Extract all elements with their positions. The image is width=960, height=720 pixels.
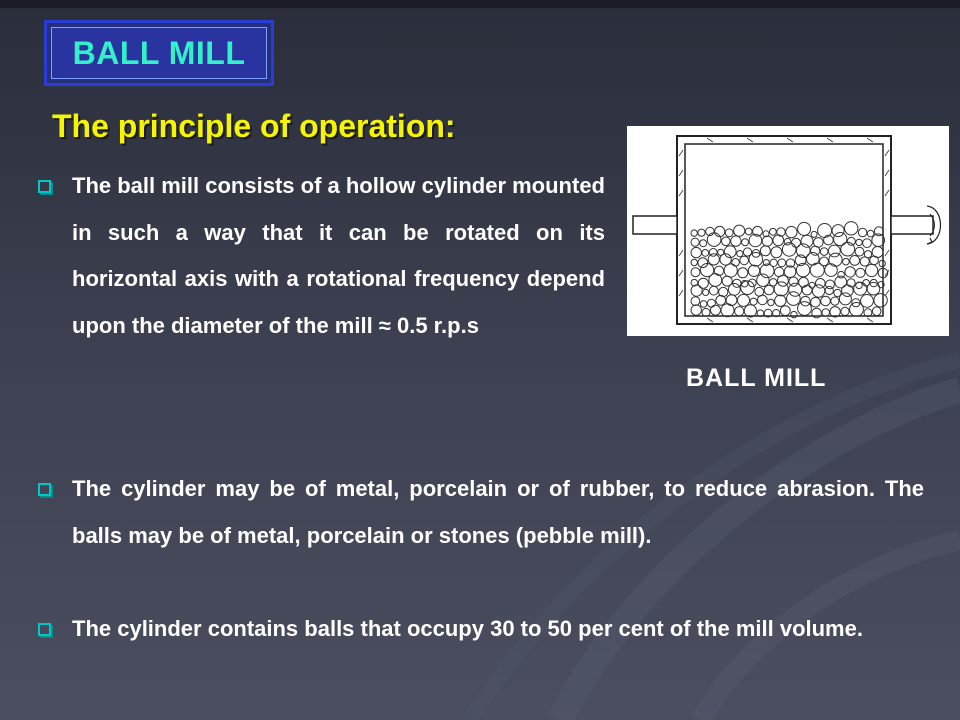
ball bbox=[864, 251, 871, 258]
ball bbox=[874, 294, 887, 307]
ball bbox=[856, 282, 863, 289]
ball bbox=[820, 257, 829, 266]
ball bbox=[709, 286, 718, 295]
ball bbox=[841, 307, 849, 315]
ball bbox=[832, 225, 844, 237]
hollow-square-bullet-icon bbox=[38, 180, 51, 193]
ball bbox=[737, 251, 743, 257]
ball bbox=[707, 233, 721, 247]
ball bbox=[872, 307, 881, 316]
ball bbox=[738, 268, 748, 278]
ball bbox=[822, 309, 830, 317]
ball bbox=[764, 285, 774, 295]
ball bbox=[763, 260, 769, 266]
ball bbox=[814, 238, 824, 248]
ball bbox=[874, 227, 883, 236]
hollow-square-bullet-icon bbox=[38, 483, 51, 496]
hollow-square-bullet-icon bbox=[38, 623, 51, 636]
ball bbox=[826, 280, 835, 289]
ball bbox=[708, 254, 719, 265]
ball bbox=[856, 239, 862, 245]
ball bbox=[798, 222, 811, 235]
ball bbox=[742, 239, 749, 246]
ball bbox=[714, 266, 723, 275]
ball bbox=[829, 245, 841, 257]
ball bbox=[855, 247, 864, 256]
ball bbox=[792, 238, 801, 247]
ball bbox=[816, 279, 826, 289]
ball bbox=[841, 242, 855, 256]
ball bbox=[760, 246, 770, 256]
ball bbox=[691, 305, 701, 315]
ball bbox=[698, 278, 708, 288]
ball bbox=[838, 271, 845, 278]
ball bbox=[734, 225, 745, 236]
ball bbox=[702, 250, 709, 257]
ball bbox=[745, 228, 752, 235]
ball bbox=[831, 297, 839, 305]
ball bbox=[744, 305, 756, 317]
ball bbox=[722, 237, 731, 246]
ball bbox=[770, 228, 777, 235]
ball bbox=[743, 248, 751, 256]
ball bbox=[762, 236, 772, 246]
ball bbox=[698, 229, 705, 236]
ball bbox=[719, 287, 728, 296]
ball bbox=[691, 268, 700, 277]
ball bbox=[787, 292, 801, 306]
ball bbox=[784, 238, 791, 245]
ball bbox=[691, 297, 700, 306]
ball-mill-drawing bbox=[627, 126, 949, 336]
ball bbox=[703, 289, 709, 295]
ball bbox=[700, 240, 707, 247]
ball bbox=[725, 229, 733, 237]
figure-caption: BALL MILL bbox=[686, 364, 827, 392]
ball bbox=[780, 306, 790, 316]
ball bbox=[735, 307, 744, 316]
ball bbox=[867, 230, 874, 237]
ball bbox=[698, 258, 708, 268]
ball bbox=[821, 296, 831, 306]
bullet-text-2: The cylinder may be of metal, porcelain or of rubber, to reduce abrasion. The balls may be of metal, porcelain or stones (pebble mill). bbox=[72, 476, 924, 548]
ball bbox=[866, 264, 878, 276]
bullet-text-3: The cylinder contains balls that occupy 30 to 50 per cent of the mill volume. bbox=[72, 616, 863, 641]
ball bbox=[843, 258, 850, 265]
ball bbox=[802, 285, 812, 295]
ball bbox=[775, 295, 786, 306]
ball bbox=[702, 308, 710, 316]
ball bbox=[732, 259, 740, 267]
ball bbox=[718, 249, 724, 255]
ball bbox=[740, 256, 749, 265]
ball-mill-diagram bbox=[627, 126, 949, 336]
ball bbox=[789, 277, 798, 286]
ball bbox=[707, 299, 715, 307]
ball bbox=[778, 259, 786, 267]
ball bbox=[825, 264, 838, 277]
ball bbox=[799, 277, 809, 287]
ball bbox=[755, 287, 764, 296]
ball bbox=[847, 237, 855, 245]
ball bbox=[771, 247, 782, 258]
title-box bbox=[44, 20, 274, 86]
ball bbox=[811, 231, 817, 237]
ball bbox=[845, 222, 858, 235]
ball bbox=[861, 295, 874, 308]
ball bbox=[748, 265, 759, 276]
ball bbox=[770, 259, 777, 266]
ball bbox=[863, 239, 872, 248]
ball bbox=[845, 267, 855, 277]
bullet-text-1: The ball mill consists of a hollow cylinder mounted in such a way that it can be rotated on its horizontal axis with a rotational frequency depend upon the diameter of the mill ≈ 0.5 r.p.s bbox=[72, 173, 605, 338]
ball bbox=[834, 289, 841, 296]
ball bbox=[791, 311, 797, 317]
ball bbox=[768, 299, 774, 305]
ball bbox=[738, 294, 750, 306]
ball bbox=[731, 236, 741, 246]
ball bbox=[691, 259, 697, 265]
slide-title: BALL MILL bbox=[72, 34, 246, 71]
ball bbox=[786, 226, 797, 237]
bullet-item-1 bbox=[72, 163, 605, 349]
ball bbox=[777, 228, 785, 236]
ball bbox=[820, 248, 828, 256]
ball bbox=[829, 253, 842, 266]
ball bbox=[818, 224, 832, 238]
ball bbox=[770, 279, 777, 286]
slide-subtitle: The principle of operation: bbox=[52, 108, 456, 144]
ball bbox=[700, 301, 707, 308]
ball bbox=[858, 228, 866, 236]
ball bbox=[834, 233, 847, 246]
ball bbox=[691, 247, 701, 257]
ball bbox=[879, 260, 885, 266]
ball bbox=[691, 238, 699, 246]
ball bbox=[850, 256, 860, 266]
ball bbox=[691, 285, 702, 296]
ball bbox=[856, 268, 865, 277]
ball bbox=[872, 247, 883, 258]
mill-balls bbox=[691, 222, 888, 318]
ball bbox=[691, 230, 697, 236]
ball bbox=[750, 298, 757, 305]
title-box-inner bbox=[51, 27, 267, 79]
ball bbox=[722, 276, 732, 286]
bullet-item-3 bbox=[72, 606, 924, 653]
bullet-item-2 bbox=[72, 466, 924, 559]
ball bbox=[809, 282, 815, 288]
ball bbox=[811, 297, 821, 307]
ball bbox=[709, 249, 717, 257]
ball bbox=[726, 295, 737, 306]
ball bbox=[774, 267, 783, 276]
